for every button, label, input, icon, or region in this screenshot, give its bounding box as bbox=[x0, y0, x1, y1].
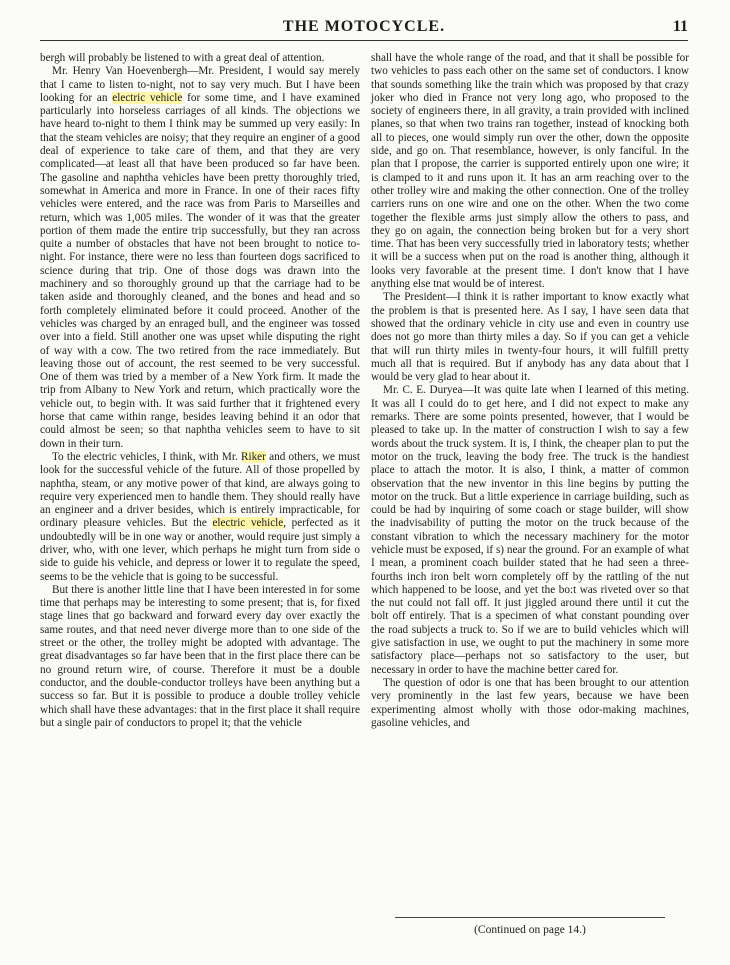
highlighted-term: Riker bbox=[241, 450, 266, 463]
text-run: To the electric vehicles, I think, with Mr. bbox=[52, 450, 242, 463]
left-column bbox=[40, 52, 360, 730]
text-run: , perfected as it undoubtedly will be in one way or another, would require just simply a driver, who, with one lever, which perhaps he might turn from side o side to guide his vehicle, and depress or lower it to regulate the speed, seems to be the vehicle that is going to be successful. bbox=[40, 517, 360, 583]
paragraph: shall have the whole range of the road, and that it shall be possible for two vehicles to pass each other on the same set of conductors. I know that sounds something like the train which was proposed by that crazy joker who died in France not very long ago, who proposed to the society of engineers there, in all gravity, a train provided with inclined planes, so that when two trains ran together, instead of knocking both all to pieces, one would simply run over the other, down the opposite side, and go on. That resemblance, however, is only fanciful. In the plan that I propose, the carrier is supported entirely upon one wire; it is clamped to it and runs upon it. It has an arm reaching over to the other trolley wire and making the other connection. One of the trolley carriers runs on one wire and one on the other. When the two come together the flexible arms just simply allow the others to pass, and they go on again, the connection being broken but for a very short time. That has been very successfully tried in laboratory tests; whether it will be a success when put on the road is another thing, although it looks very favorable at the present time. I don't know that I have anything else tnat would be of interest. bbox=[371, 52, 689, 291]
paragraph: bergh will probably be listened to with a great deal of attention. bbox=[40, 52, 325, 64]
paragraph bbox=[40, 65, 360, 451]
right-column bbox=[371, 52, 689, 730]
paragraph: But there is another little line that I have been interested in for some time that perhaps may be interesting to some present; that is, for fixed stage lines that go backward and forward every day over exactly the same routes, and that need never diverge more than to one side of the street or the other, the trolley might be adopted with advantage. The great disadvantages so far have been that in the first place there can be no ground return wire, of course. Therefore it must be a double conductor, and the double-conductor trolleys have been anything but a success so far. But it is possible to produce a double trolley vehicle which shall have these advantages: that in the first place it shall require but a single pair of conductors to propel it; that the vehicle bbox=[40, 583, 360, 729]
paragraph bbox=[40, 451, 360, 584]
page-number: 11 bbox=[672, 18, 688, 35]
masthead-title: THE MOTOCYCLE. bbox=[282, 18, 446, 35]
page-header bbox=[40, 18, 688, 41]
footer-rule bbox=[395, 917, 665, 918]
paragraph: The President—I think it is rather important to know exactly what the problem is that is presented here. As I say, I have seen data that showed that the ordinary vehicle in city use and even in country use does not go more than thirty miles a day. So if you can get a vehicle that will run thirty miles in twenty-four hours, it will fulfill pretty much all that is required. But if anybody has any data about that I would be very glad to hear about it. bbox=[371, 291, 689, 384]
highlighted-term: electric vehicle bbox=[212, 517, 284, 530]
text-run: and others, we must look for the successful vehicle of the future. All of those propelled by naphtha, steam, or any motive power of that kind, are always going to require very experienced men to handle them. They should really have an engineer and a driver besides, which is entirely impracticable, for ordinary pleasure vehicles. But the bbox=[40, 450, 360, 530]
text-run: for some time, and I have examined particularly into horseless carriages of all kinds. The objections we have heard to-night to them I think may be summed up very easily: In that the steam vehicles are noisy; that they require an enginer of a good deal of experience to take care of them, and that they are very complicated—at least all that have been produced so far have been. The gasoline and naphtha vehicles have been pretty thoroughly tried, somewhat in America and more in France. In one of their races fifty vehicles were entered, and the race was from Paris to Marseilles and return, which was 1,005 miles. The wonder of it was that the greater portion of them made the entire trip successfully, but they ran across quite a number of obstacles that have not been brought to notice to-night. For instance, there were no less than fourteen dogs sacrificed to science during that trip. One of those dogs was drawn into the machinery and so thoroughly ground up that the carriage had to be taken aside and thoroughly cleaned, and the bones and head and so forth completely eliminated before it could proceed. Another of the vehicles was charged by an enraged bull, and the engineer was tossed over into a field. Still another one was upset while disputing the right of way with a cow. The two retired from the race immediately. But leaving those out of account, the rest seemed to be very successful. One of them was tried by a member of a New York firm. It made the trip from Albany to New York and return, which practically wore the vehicle out, to begin with. It was said further that it frightened every horse that came within range, besides leaving behind it an odor that could almost be seen; so that naphtha vehicles seem to have to sit down in their turn. bbox=[40, 91, 360, 450]
highlighted-term: electric vehicle bbox=[112, 91, 183, 104]
paragraph: Mr. C. E. Duryea—It was quite late when I learned of this meting. It was all I could do to get here, and I did not expect to make any remarks. There are some points presented, however, that I would be pleased to take up. In the matter of construction I wish to say a few words about the truck system. It is, I think, the cheaper plan to put the motor on the truck, leaving the body free. The truck is the handiest place to attach the motor. It is also, I think, a matter of common observation that the new inventor in this line begins by putting the motor on the truck. But a little experience in carriage building, such as could be had by inquiring of some coach or stage builder, will show the inadvisability of putting the motor on the truck because of the constant vibration to which the necessary machinery for the motor vehicle must be exposed, if s) near the ground. For an example of what I mean, a prominent coach builder stated that he had seen a three-fourths inch iron belt worn completely off by the rattling of the nut which happened to be loose, and yet the bo:t was riveted over so that the nut could not fall off. It just jiggled around there until it cut the bolt off entirely. That is a specimen of what constant pounding over the road subjects a truck to. So if we are to build vehicles which will give satisfaction in use, we ought to put the machinery in some more satisfactory place—perhaps not so satisfactory to the user, but necessary in order to have the machine better cared for. bbox=[371, 384, 689, 676]
text-run: Mr. Henry Van Hoevenbergh—Mr. President, I would say merely that I came to listen to-night, not to say very much. But I have been looking for an bbox=[40, 65, 360, 104]
continued-note: (Continued on page 14.) bbox=[474, 924, 586, 936]
paragraph: The question of odor is one that has been brought to our attention very prominently in the last few years, because we have been experimenting almost wholly with those odor-making machines, gasoline vehicles, and bbox=[371, 676, 689, 729]
